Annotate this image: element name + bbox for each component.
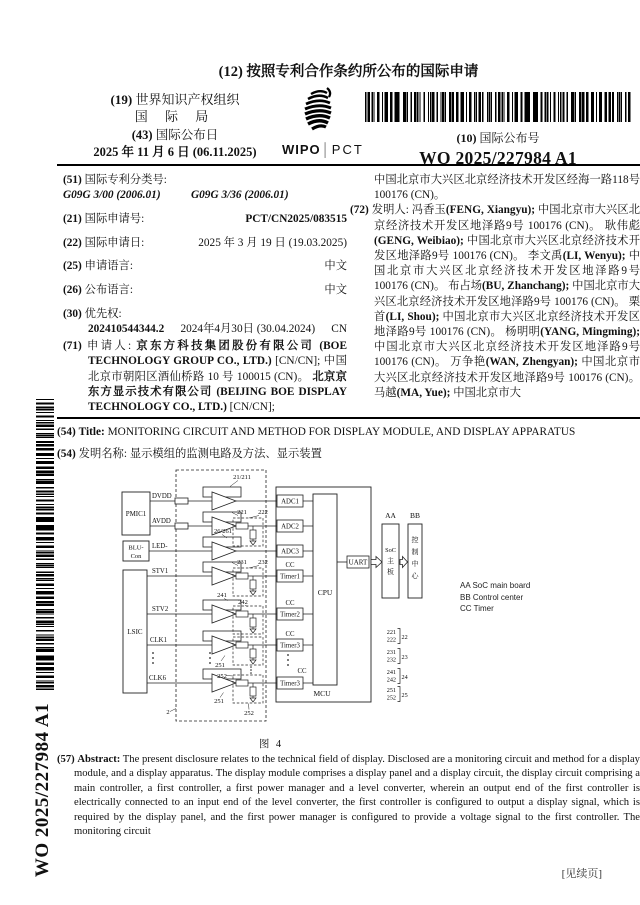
title-chinese-line: (54) 发明名称: 显示模组的监测电路及方法、显示装置 <box>57 448 322 460</box>
header-left-block <box>72 92 278 160</box>
svg-text:控: 控 <box>411 536 419 544</box>
applicants-text: 京东方科技集团股份有限公司 (BOE TECHNOLOGY GROUP CO., LTD.) [CN/CN]; 中国北京市朝阳区酒仙桥路 10 号 100015 (CN)。 北京京东方显示技术有限公司 (BEIJING BOE DISPLAY TECHNOLOGY CO., LTD.) [CN/CN]; <box>88 340 347 413</box>
divider-networks <box>233 518 263 703</box>
application-number: PCT/CN2025/083515 <box>245 212 347 225</box>
abstract-text: The present disclosure relates to the technical field of display. Disclosed are a monitoring circuit and method for a display module, and a display apparatus. The display module comprises a display panel and a display circuit, the display circuit comprising a main controller, a first controller, a first power manager and a level converter, wherein an output end of the first controller is electrically connected to an input end of the level converter, the first controller is configured to output a display signal, which is required by the display panel, and the first power manager is configured to provide a voltage signal to the first controller. The monitoring circuit <box>74 754 640 838</box>
wipo-pct-wordmark: WIPO│PCT <box>282 142 364 157</box>
label-aa: AA <box>385 511 396 520</box>
svg-text:ADC3: ADC3 <box>281 548 299 556</box>
svg-text:221: 221 <box>237 509 247 516</box>
filing-date-row <box>63 236 347 251</box>
svg-text:MCU: MCU <box>313 689 331 698</box>
pub-date: 2025 年 11 月 6 日 (06.11.2025) <box>93 144 257 159</box>
svg-text:242: 242 <box>386 676 396 684</box>
title-section-divider <box>57 417 640 419</box>
svg-text:BLU-: BLU- <box>128 544 144 552</box>
ipc-row: (51) 国际专利分类号: G09G 3/00 (2006.01) G09G 3/36 (2006.01) <box>63 173 347 203</box>
applicants-paragraph: (71) 申请人: 京东方科技集团股份有限公司 (BOE TECHNOLOGY GROUP CO., LTD.) [CN/CN]; 中国北京市朝阳区酒仙桥路 10 号 100015 (CN)。 北京京东方显示技术有限公司 (BEIJING BOE DISPLAY TECHNOLOGY CO., LTD.) [CN/CN]; <box>63 340 347 413</box>
field-label: (22) 国际申请日: <box>63 236 145 249</box>
pmic1-block <box>122 492 150 535</box>
figure-caption: 图 4 <box>258 739 284 750</box>
svg-text:222: 222 <box>258 509 268 516</box>
filing-date: 2025 年 3 月 19 日 (19.03.2025) <box>198 236 347 249</box>
svg-text:CC: CC <box>285 631 295 638</box>
svg-text:SoC: SoC <box>385 547 396 554</box>
numeral-bracket-groups <box>387 629 408 702</box>
header-right-block <box>362 92 634 169</box>
blu-con-block <box>123 541 149 561</box>
publication-barcode <box>365 92 631 122</box>
svg-text:ADC1: ADC1 <box>281 498 299 506</box>
publication-number: WO 2025/227984 A1 <box>419 148 577 168</box>
filing-language-row <box>63 259 347 274</box>
svg-text:Con: Con <box>130 553 142 560</box>
svg-text:251: 251 <box>386 687 396 694</box>
arrow-soc-to-control <box>400 557 408 568</box>
priority-date: 2024年4月30日 (30.04.2024) <box>180 322 316 335</box>
svg-text:26/261: 26/261 <box>213 528 233 535</box>
priority-number: 202410544344.2 <box>88 322 165 335</box>
title-english: MONITORING CIRCUIT AND METHOD FOR DISPLAY MODULE, AND DISPLAY APPARATUS <box>107 426 576 438</box>
ipc-codes: G09G 3/00 (2006.01) G09G 3/36 (2006.01) <box>63 189 289 202</box>
svg-text:CC: CC <box>285 600 295 607</box>
abstract-paragraph: (57) Abstract: The present disclosure relates to the technical field of display. Disclosed are a monitoring circuit and method for a display module, and a display apparatus. The display module comprises a display panel and a display circuit, the display circuit comprising a main controller, a first controller, a first power manager and a level converter, wherein an output end of the first controller is electrically connected to an input end of the level converter, the first controller is configured to output a display signal, which is required by the display panel, and the first power manager is configured to provide a voltage signal to the first controller. The monitoring circuit <box>57 754 640 838</box>
input-resistor <box>175 498 188 504</box>
org-bureau: 国 际 局 <box>134 108 216 124</box>
svg-text:DVDD: DVDD <box>152 493 172 500</box>
filing-language: 中文 <box>324 260 347 273</box>
svg-text:21/211: 21/211 <box>233 474 251 481</box>
svg-text:22: 22 <box>401 634 408 641</box>
control-center-block <box>408 524 422 598</box>
priority-row <box>63 307 347 322</box>
svg-text:232: 232 <box>258 559 268 566</box>
applicant2-address-continuation: 中国北京市大兴区北京经济技术开发区经海一路118号 100176 (CN)。 <box>374 174 640 202</box>
svg-text:CC Timer: CC Timer <box>460 604 494 613</box>
input-resistor <box>175 523 188 529</box>
publication-language-row <box>63 283 347 298</box>
svg-text:CC: CC <box>297 668 307 675</box>
svg-text:231: 231 <box>237 559 247 566</box>
uart-block <box>347 556 369 568</box>
header-divider <box>57 164 640 166</box>
svg-text:Timer3: Timer3 <box>280 680 300 688</box>
svg-text:23: 23 <box>401 654 408 661</box>
svg-text:Timer1: Timer1 <box>280 573 300 581</box>
svg-text:主: 主 <box>387 557 394 565</box>
field-label: (21) 国际申请号: <box>63 212 145 225</box>
cpu-block <box>313 494 337 685</box>
svg-text:CLK6: CLK6 <box>149 675 166 682</box>
title-chinese: 显示模组的监测电路及方法、显示装置 <box>129 448 322 460</box>
title-english-line: (54) Title: MONITORING CIRCUIT AND METHOD FOR DISPLAY MODULE, AND DISPLAY APPARATUS <box>57 426 576 438</box>
wipo-logo <box>282 86 364 157</box>
svg-text:STV1: STV1 <box>152 568 169 575</box>
arrow-uart-to-soc <box>371 557 382 568</box>
svg-text:25: 25 <box>401 692 408 699</box>
priority-country: CN <box>331 322 347 335</box>
figure-legend <box>460 581 530 613</box>
svg-text:221: 221 <box>386 629 396 636</box>
field-label: (25) 申请语言: <box>63 260 133 273</box>
svg-text:PMIC1: PMIC1 <box>125 510 147 518</box>
logo-divider: │ <box>321 142 331 157</box>
field-label: (30) 优先权: <box>63 307 122 320</box>
svg-text:心: 心 <box>411 572 419 580</box>
svg-text:242: 242 <box>238 599 248 606</box>
wipo-emblem-icon <box>296 86 342 141</box>
inventors-text: 冯香玉(FENG, Xiangyu); 中国北京市大兴区北京经济技术开发区地泽路9号 100176 (CN)。 耿伟彪(GENG, Weibiao); 中国北京市大兴区北京经济技术开发区地泽路9号 100176 (CN)。 李文禹(LI, Wenyu); 中国北京市大兴区北京经济技术开发区地泽路9号 100176 (CN)。 布占场(BU, Zhanchang); 中国北京市大兴区北京经济技术开发区地泽路9号 100176 (CN)。 栗首(LI, Shou); 中国北京市大兴区北京经济技术开发区地泽路9号 100176 (CN)。 杨明明(YANG, Mingming); 中国北京市大兴区北京经济技术开发区地泽路9号 100176 (CN)。 万争艳(WAN, Zhengyan); 中国北京市大兴区北京经济技术开发区地泽路9号 100176 (CN)。 马越(MA, Yue); 中国北京市大 <box>374 204 640 399</box>
label-bb: BB <box>409 511 421 520</box>
svg-text:AA SoC main board: AA SoC main board <box>460 581 531 590</box>
svg-text:CC: CC <box>285 562 295 569</box>
svg-text:LED-: LED- <box>152 543 168 550</box>
svg-text:STV2: STV2 <box>152 606 169 613</box>
svg-text:中: 中 <box>411 560 419 568</box>
adc-timer-blocks <box>277 495 307 689</box>
svg-text:板: 板 <box>387 568 394 576</box>
abstract-section <box>57 753 640 839</box>
svg-text:222: 222 <box>386 636 396 644</box>
svg-text:241: 241 <box>217 592 227 599</box>
inventors-paragraph: (72) 发明人: 冯香玉(FENG, Xiangyu); 中国北京市大兴区北京经济技术开发区地泽路9号 100176 (CN)。 耿伟彪(GENG, Weibiao); 中国北京市大兴区北京经济技术开发区地泽路9号 100176 (CN)。 李文禹(LI, Wenyu); 中国北京市大兴区北京经济技术开发区地泽路9号 100176 (CN)。 布占场(BU, Zhanchang); 中国北京市大兴区北京经济技术开发区地泽路9号 100176 (CN)。 栗首(LI, Shou); 中国北京市大兴区北京经济技术开发区地泽路9号 100176 (CN)。 杨明明(YANG, Mingming); 中国北京市大兴区北京经济技术开发区地泽路9号 100176 (CN)。 万争艳(WAN, Zhengyan); 中国北京市大兴区北京经济技术开发区地泽路9号 100176 (CN)。 马越(MA, Yue); 中国北京市大 <box>350 204 640 399</box>
application-number-row <box>63 212 347 227</box>
publication-language: 中文 <box>324 284 347 297</box>
biblio-left-column <box>57 173 347 416</box>
svg-text:Timer3: Timer3 <box>280 642 300 650</box>
continuation-note: [见续页] <box>561 868 602 880</box>
side-barcode <box>36 399 54 690</box>
title-section <box>57 424 640 462</box>
pub-no-label: (10) 国际公布号 <box>456 131 540 145</box>
svg-text:252: 252 <box>217 673 227 680</box>
org-name-line: (19) 世界知识产权组织 <box>110 92 240 107</box>
publication-type-line: (12) 按照专利合作条约所公布的国际申请 <box>218 64 479 80</box>
svg-text:制: 制 <box>411 548 419 556</box>
svg-text:ADC2: ADC2 <box>281 523 299 531</box>
svg-text:CLK1: CLK1 <box>150 637 167 644</box>
svg-text:CPU: CPU <box>317 588 333 597</box>
field-label: (26) 公布语言: <box>63 284 133 297</box>
svg-text:AVDD: AVDD <box>152 518 171 525</box>
svg-text:BB Control center: BB Control center <box>460 593 524 602</box>
lsic-block <box>123 570 147 693</box>
svg-text:231: 231 <box>386 649 396 656</box>
svg-text:251: 251 <box>215 662 225 669</box>
svg-text:UART: UART <box>348 558 368 567</box>
svg-text:241: 241 <box>386 669 396 676</box>
svg-text:LSIC: LSIC <box>127 628 143 636</box>
figure-4 <box>100 462 560 758</box>
svg-text:252: 252 <box>386 694 396 702</box>
soc-mainboard-block <box>382 524 399 598</box>
svg-text:251: 251 <box>214 698 224 705</box>
svg-text:Timer2: Timer2 <box>280 611 300 619</box>
svg-text:24: 24 <box>401 674 408 681</box>
biblio-right-column <box>347 173 640 416</box>
bibliographic-section <box>57 173 640 416</box>
svg-text:232: 232 <box>386 656 396 664</box>
side-publication-number: WO 2025/227984 A1 <box>32 702 53 878</box>
pub-date-label-line: (43) 国际公布日 <box>131 128 219 142</box>
svg-text:252: 252 <box>244 710 254 717</box>
priority-data-line <box>63 322 347 337</box>
svg-text:2: 2 <box>166 709 170 716</box>
